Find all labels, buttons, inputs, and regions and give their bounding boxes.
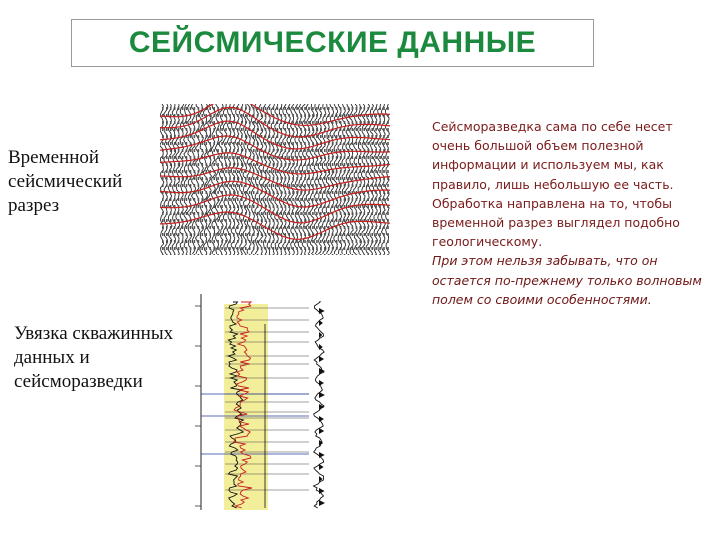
well-highlight-band — [224, 304, 268, 510]
well-log-tie-image — [181, 294, 329, 510]
description-paragraph-2: При этом нельзя забывать, что он остается по-прежнему только волновым полем со своими особенностями. — [432, 253, 702, 307]
description-text — [432, 117, 702, 309]
well-tie-label: Увязка скважинных данных и сейсморазведки — [14, 323, 174, 392]
seismic-section-label: Временной сейсмический разрез — [8, 147, 123, 216]
seismic-section-image — [160, 104, 390, 255]
page-title: СЕЙСМИЧЕСКИЕ ДАННЫЕ — [128, 26, 537, 59]
description-paragraph-1: Сейсморазведка сама по себе несет очень большой объем полезной информации и используем мы, как правило, лишь небольшую ее часть. Обработка направлена на то, чтобы временной разрез выглядел подобно геологическому. — [432, 119, 680, 250]
title-box — [71, 19, 594, 67]
